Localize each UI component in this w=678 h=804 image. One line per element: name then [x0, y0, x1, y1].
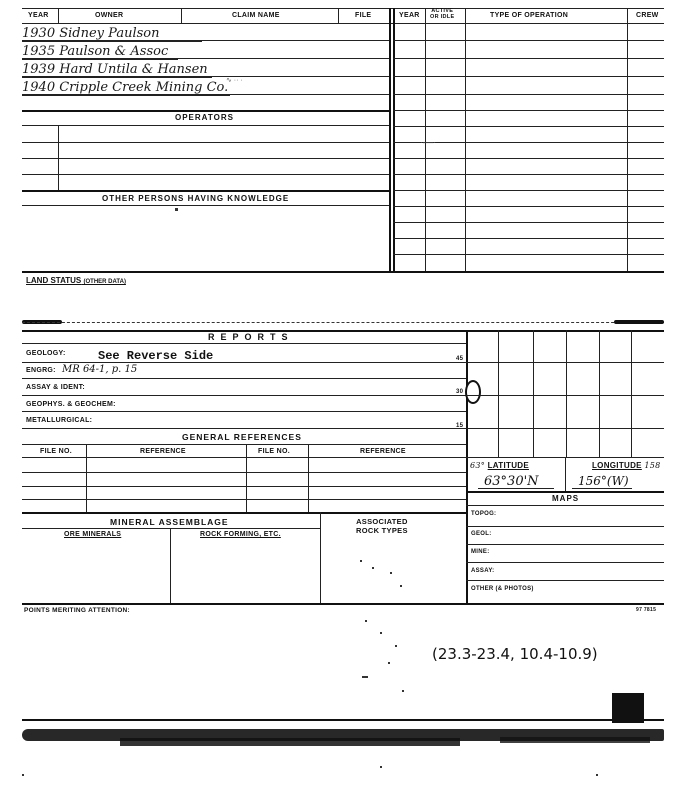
land-status-sub: (OTHER DATA)	[83, 279, 126, 285]
gr-header-reference-2: REFERENCE	[360, 448, 406, 455]
margin-number-15: 15	[456, 423, 464, 429]
maps-title: MAPS	[552, 494, 580, 503]
latitude-value: 63°30'N	[484, 474, 539, 489]
reports-title: REPORTS	[208, 332, 294, 342]
maps-topog: TOPOG:	[471, 511, 497, 517]
geology-value: See Reverse Side	[98, 349, 214, 363]
scribble-mark: ∿ ·· ·	[226, 77, 243, 84]
owner-name-2: Paulson & Assoc	[59, 44, 169, 59]
maps-geol: GEOL:	[471, 531, 492, 537]
maps-assay: ASSAY:	[471, 568, 495, 574]
header-year: YEAR	[28, 12, 49, 19]
gr-header-file-no-1: FILE NO.	[40, 448, 72, 455]
gr-header-file-no-2: FILE NO.	[258, 448, 290, 455]
latitude-row	[470, 461, 529, 470]
assay-label: ASSAY & IDENT:	[26, 384, 86, 391]
longitude-value: 156°(W)	[578, 474, 629, 488]
margin-number-30: 30	[456, 389, 464, 395]
owner-year-1: 1930	[22, 26, 56, 41]
owner-row-3	[22, 62, 212, 78]
mineral-assemblage-title: MINERAL ASSEMBLAGE	[110, 517, 229, 527]
ore-minerals-label: ORE MINERALS	[64, 531, 122, 538]
header-claim-name: CLAIM NAME	[232, 12, 280, 19]
points-meriting-attention: POINTS MERITING ATTENTION:	[24, 607, 131, 614]
metallurgical-label: METALLURGICAL:	[26, 417, 93, 424]
owner-row-1	[22, 26, 202, 42]
owner-row-4	[22, 80, 230, 96]
gr-header-reference-1: REFERENCE	[140, 448, 186, 455]
header-year-2: YEAR	[399, 12, 420, 19]
lon-prefix: 158	[644, 461, 661, 470]
margin-number-45: 45	[456, 356, 464, 362]
binder-hole-icon	[465, 380, 481, 404]
handwritten-annotation: (23.3-23.4, 10.4-10.9)	[432, 645, 598, 663]
owner-name-4: Cripple Creek Mining Co.	[59, 80, 229, 95]
geology-label: GEOLOGY:	[26, 350, 66, 357]
maps-mine: MINE:	[471, 549, 490, 555]
owner-year-2: 1935	[22, 44, 56, 59]
form-number: 97 7815	[636, 607, 657, 613]
latitude-label: LATITUDE	[487, 461, 529, 470]
owner-row-2	[22, 44, 178, 60]
operators-label: OPERATORS	[175, 113, 234, 122]
longitude-row	[592, 461, 661, 470]
rock-forming-label: ROCK FORMING, ETC.	[200, 531, 281, 538]
header-type-of-operation: TYPE OF OPERATION	[490, 12, 569, 19]
engrg-value: MR 64-1, p. 15	[62, 364, 138, 375]
header-crew: CREW	[636, 12, 659, 19]
header-active-or-idle: ACTIVE OR IDLE	[430, 8, 455, 20]
header-owner: OWNER	[95, 12, 124, 19]
other-persons-label: OTHER PERSONS HAVING KNOWLEDGE	[102, 194, 290, 203]
owner-name-3: Hard Untila & Hansen	[59, 62, 208, 77]
geophys-label: GEOPHYS. & GEOCHEM:	[26, 401, 116, 408]
owner-year-4: 1940	[22, 80, 56, 95]
land-status-label: LAND STATUS	[26, 276, 82, 285]
owner-name-1: Sidney Paulson	[59, 26, 160, 41]
longitude-label: LONGITUDE	[592, 461, 642, 470]
lat-prefix: 63°	[470, 461, 486, 470]
engrg-label: ENGRG:	[26, 367, 56, 374]
land-status	[26, 276, 126, 285]
general-references-title: GENERAL REFERENCES	[182, 432, 302, 442]
associated-rock-types-label: ASSOCIATED ROCK TYPES	[356, 517, 408, 535]
maps-other: OTHER (& PHOTOS)	[471, 586, 534, 592]
header-file: FILE	[355, 12, 372, 19]
owner-year-3: 1939	[22, 62, 56, 77]
